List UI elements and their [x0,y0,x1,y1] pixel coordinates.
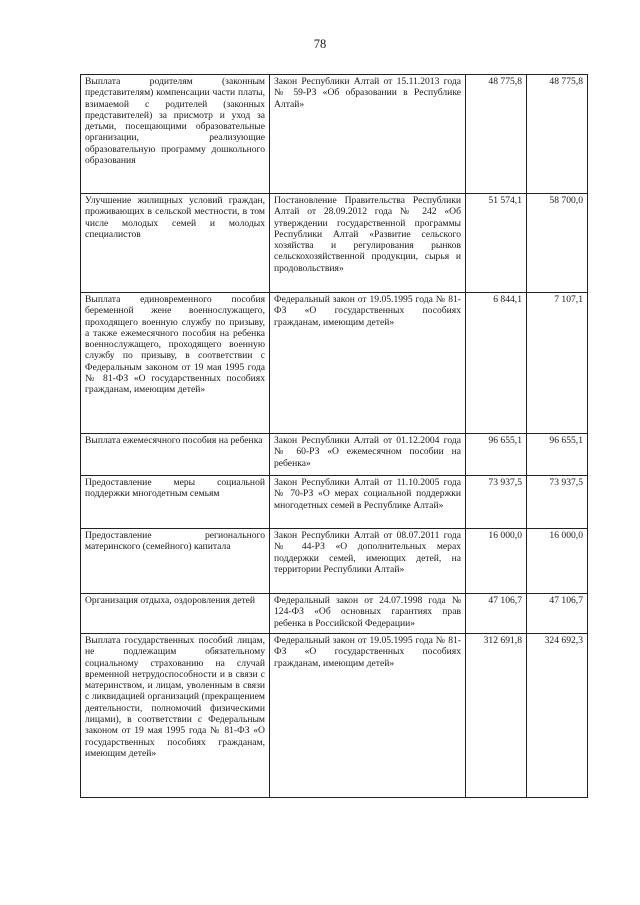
row-value-2: 47 106,7 [527,594,588,634]
table-row [81,634,588,798]
row-value-2: 48 775,8 [527,75,588,194]
table-row [81,476,588,529]
row-value-2: 96 655,1 [527,434,588,476]
row-value-1: 16 000,0 [466,529,527,594]
row-description: Выплата единовременного пособия беременной жене военнослужащего, проходящего военную службу по призыву, а также ежемесячного пособия на ребенка военнослужащего, проходящего военную службу по призыву, в соответствии с Федеральным законом от 19 мая 1995 года № 81-ФЗ «О государственных пособиях гражданам, имеющим детей» [81,293,270,434]
row-value-2: 73 937,5 [527,476,588,529]
row-value-1: 48 775,8 [466,75,527,194]
row-description: Выплата государственных пособий лицам, не подлежащим обязательному социальному страхованию на случай временной нетрудоспособности и в связи с материнством, и лицам, уволенным в связи с ликвидацией организаций (прекращением деятельности, полномочий физическими лицами), в соответствии с Федеральным законом от 19 мая 1995 года № 81-ФЗ «О государственных пособиях гражданам, имеющим детей» [81,634,270,798]
row-value-2: 324 692,3 [527,634,588,798]
row-value-1: 96 655,1 [466,434,527,476]
row-legal-basis: Федеральный закон от 24.07.1998 года № 124-ФЗ «Об основных гарантиях прав ребенка в Российской Федерации» [270,594,466,634]
row-description: Выплата ежемесячного пособия на ребенка [81,434,270,476]
row-description: Предоставление регионального материнского (семейного) капитала [81,529,270,594]
table-row [81,293,588,434]
row-value-1: 6 844,1 [466,293,527,434]
row-legal-basis: Федеральный закон от 19.05.1995 года № 81-ФЗ «О государственных пособиях гражданам, имеющим детей» [270,293,466,434]
budget-table [80,74,588,798]
row-description: Предоставление меры социальной поддержки многодетным семьям [81,476,270,529]
table-row [81,75,588,194]
row-legal-basis: Закон Республики Алтай от 01.12.2004 года № 60-РЗ «О ежемесячном пособии на ребенка» [270,434,466,476]
row-legal-basis: Закон Республики Алтай от 08.07.2011 года № 44-РЗ «О дополнительных мерах поддержки семей, имеющих детей, на территории Республики Алтай» [270,529,466,594]
table-row [81,194,588,293]
row-description: Организация отдыха, оздоровления детей [81,594,270,634]
row-value-2: 58 700,0 [527,194,588,293]
row-description: Выплата родителям (законным представителям) компенсации части платы, взимаемой с родителей (законных представителей) за присмотр и уход за детьми, посещающими образовательные организации, реализующие образовательную программу дошкольного образования [81,75,270,194]
row-legal-basis: Закон Республики Алтай от 15.11.2013 года № 59-РЗ «Об образовании в Республике Алтай» [270,75,466,194]
row-legal-basis: Федеральный закон от 19.05.1995 года № 81-ФЗ «О государственных пособиях гражданам, имеющим детей» [270,634,466,798]
row-value-2: 7 107,1 [527,293,588,434]
row-legal-basis: Закон Республики Алтай от 11.10.2005 года № 70-РЗ «О мерах социальной поддержки многодетных семей в Республике Алтай» [270,476,466,529]
row-legal-basis: Постановление Правительства Республики Алтай от 28.09.2012 года № 242 «Об утверждении государственной программы Республики Алтай «Развитие сельского хозяйства и регулирования рынков сельскохозяйственной продукции, сырья и продовольствия» [270,194,466,293]
table-row [81,529,588,594]
row-description: Улучшение жилищных условий граждан, проживающих в сельской местности, в том числе молодых семей и молодых специалистов [81,194,270,293]
row-value-1: 73 937,5 [466,476,527,529]
row-value-1: 47 106,7 [466,594,527,634]
table-row [81,434,588,476]
page-number: 78 [313,37,327,51]
row-value-2: 16 000,0 [527,529,588,594]
row-value-1: 312 691,8 [466,634,527,798]
table-row [81,594,588,634]
row-value-1: 51 574,1 [466,194,527,293]
